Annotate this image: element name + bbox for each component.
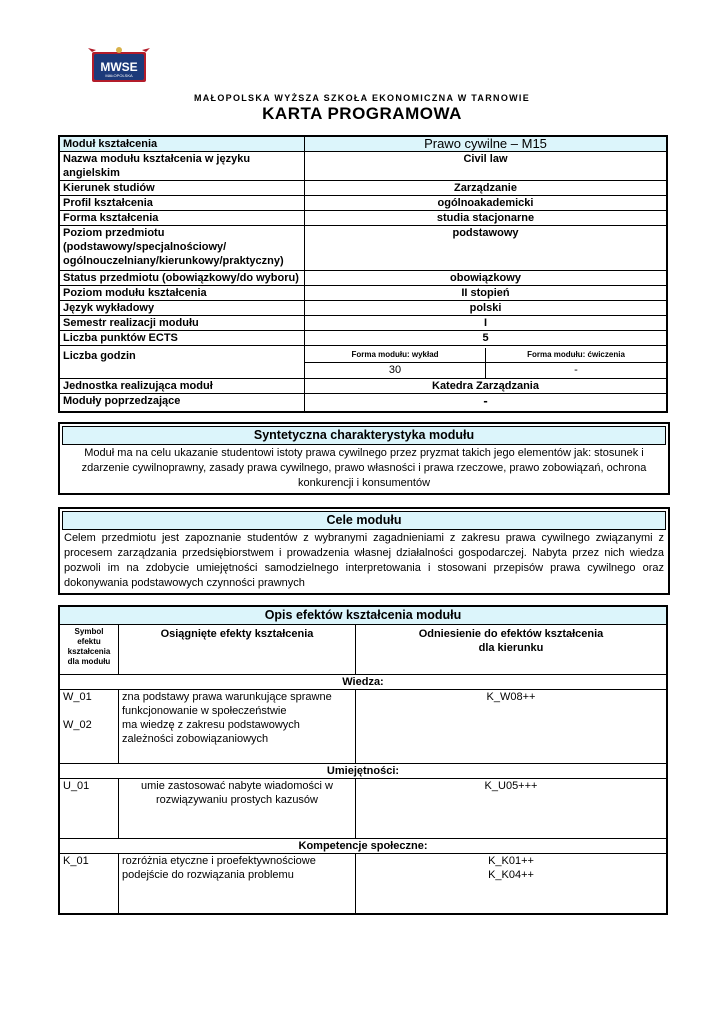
competence-symbol: K_01: [59, 854, 119, 914]
info-label: Poziom przedmiotu (podstawowy/specjalnościowy/ ogólnouczelniany/kierunkowy/praktyczny): [59, 226, 305, 271]
unit-label: Jednostka realizująca moduł: [59, 379, 305, 394]
goals-section: [58, 507, 670, 595]
knowledge-reference: K_W08++: [356, 690, 668, 764]
info-value: Civil law: [305, 152, 668, 181]
info-label: Poziom modułu kształcenia: [59, 286, 305, 301]
competence-reference: K_K01++ K_K04++: [356, 854, 668, 914]
info-label: Semestr realizacji modułu: [59, 316, 305, 331]
competence-effects: rozróżnia etyczne i proefektywnościowe podejście do rozwiązania problemu: [119, 854, 356, 914]
goals-text: Celem przedmiotu jest zapoznanie studentów z wybranymi zagadnieniami z zakresu prawa cywilnego związanymi z procesem zarządzania przedsiębiorstwem i prowadzenia własnej działalności gospodarczej. Nabyta przez nich wiedza pozwoli im na zdobycie umiejętności samodzielnego interpretowania i stosowani przepisów prawa cywilnego oraz dokonywania podstawowych czynności prawnych: [64, 532, 664, 589]
info-value: podstawowy: [305, 226, 668, 271]
competence-header: Kompetencje społeczne:: [59, 839, 667, 854]
hours-lecture-value: 30: [305, 363, 486, 379]
info-value: obowiązkowy: [305, 271, 668, 286]
knowledge-header: Wiedza:: [59, 675, 667, 690]
synthetic-section: [58, 422, 670, 495]
goals-title: Cele modułu: [62, 511, 666, 530]
info-label: Forma kształcenia: [59, 211, 305, 226]
info-value: studia stacjonarne: [305, 211, 668, 226]
info-value: ogólnoakademicki: [305, 196, 668, 211]
skills-effects: umie zastosować nabyte wiadomości w rozwiązywaniu prostych kazusów: [119, 779, 356, 839]
prereq-value: -: [305, 394, 668, 413]
effects-title: Opis efektów kształcenia modułu: [59, 606, 667, 625]
info-label: Nazwa modułu kształcenia w języku angielskim: [59, 152, 305, 181]
hours-label: Liczba godzin: [59, 346, 305, 379]
hours-exercise-label: Forma modułu: ćwiczenia: [486, 348, 667, 363]
module-label: Moduł kształcenia: [59, 136, 305, 152]
university-name: MAŁOPOLSKA WYŻSZA SZKOŁA EKONOMICZNA W TARNOWIE: [193, 93, 531, 103]
info-value: polski: [305, 301, 668, 316]
info-value: II stopień: [305, 286, 668, 301]
info-label: Kierunek studiów: [59, 181, 305, 196]
hours-cell: [305, 346, 668, 379]
svg-text:MWSE: MWSE: [100, 60, 138, 74]
col-effects-header: Osiągnięte efekty kształcenia: [119, 625, 356, 675]
info-label: Język wykładowy: [59, 301, 305, 316]
skills-symbol: U_01: [59, 779, 119, 839]
synthetic-text: Moduł ma na celu ukazanie studentowi istoty prawa cywilnego przez pryzmat takich jego elementów jak: stosunek i zdarzenie cywilnoprawny, zasady prawa cywilnego, prawo własności i prawa rzeczowe, prawo zobowiązań, ochrona konkurencji i konsumentów: [81, 447, 647, 489]
unit-value: Katedra Zarządzania: [305, 379, 668, 394]
info-label: Profil kształcenia: [59, 196, 305, 211]
skills-reference: K_U05+++: [356, 779, 668, 839]
document-title: KARTA PROGRAMOWA: [262, 104, 462, 123]
prereq-label: Moduły poprzedzające: [59, 394, 305, 413]
info-value: Zarządzanie: [305, 181, 668, 196]
hours-subtable: [305, 348, 666, 378]
university-logo: [88, 44, 150, 90]
module-value: Prawo cywilne – M15: [305, 136, 668, 152]
info-label: Liczba punktów ECTS: [59, 331, 305, 346]
module-info-table: [58, 135, 668, 413]
svg-text:MAŁOPOLSKA: MAŁOPOLSKA: [105, 73, 133, 78]
info-value: I: [305, 316, 668, 331]
hours-exercise-value: -: [574, 364, 578, 376]
module-row: [59, 136, 667, 152]
skills-header: Umiejętności:: [59, 764, 667, 779]
info-value: 5: [305, 331, 668, 346]
knowledge-effects: zna podstawy prawa warunkujące sprawne funkcjonowanie w społeczeństwie ma wiedzę z zakresu podstawowych zależności zobowiązaniowych: [119, 690, 356, 764]
knowledge-symbols: W_01 W_02: [59, 690, 119, 764]
effects-table: [58, 605, 668, 915]
col-symbol-header: Symbol efektu kształcenia dla modułu: [59, 625, 119, 675]
synthetic-title: Syntetyczna charakterystyka modułu: [62, 426, 666, 445]
col-reference-header: Odniesienie do efektów kształcenia dla kierunku: [356, 625, 668, 675]
info-label: Status przedmiotu (obowiązkowy/do wyboru): [59, 271, 305, 286]
hours-lecture-label: Forma modułu: wykład: [305, 348, 486, 363]
